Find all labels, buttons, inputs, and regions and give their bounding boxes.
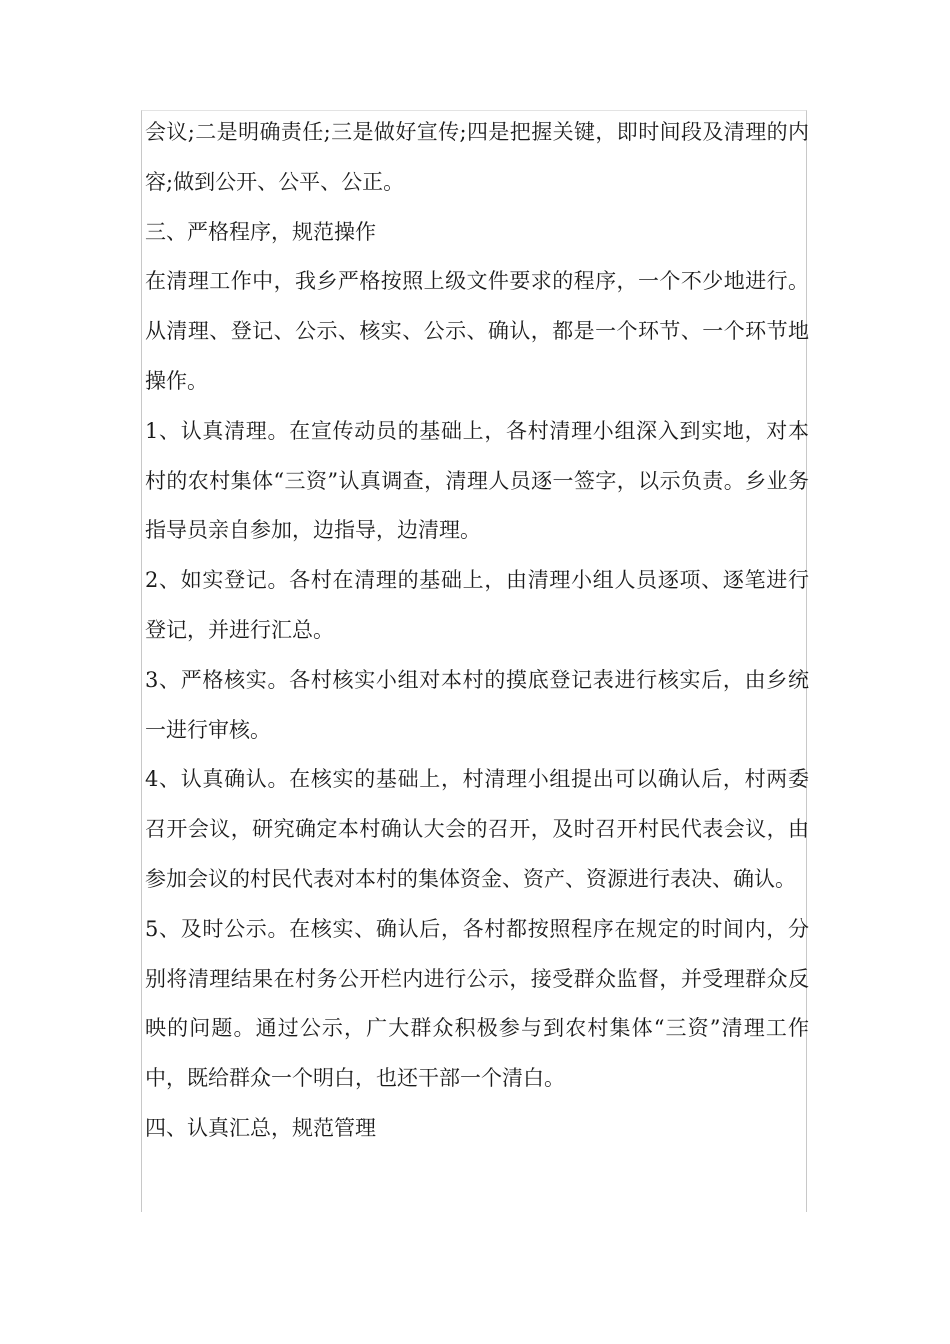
paragraph-step-3: 3、严格核实。各村核实小组对本村的摸底登记表进行核实后，由乡统一进行审核。 (145, 667, 809, 742)
paragraph-continuation: 会议;二是明确责任;三是做好宣传;四是把握关键，即时间段及清理的内容;做到公开、公平、公正。 (145, 120, 809, 194)
paragraph-step-1: 1、认真清理。在宣传动员的基础上，各村清理小组深入到实地，对本村的农村集体“三资”认真调查，清理人员逐一签字，以示负责。乡业务指导员亲自参加，边指导，边清理。 (145, 418, 809, 543)
paragraph-step-4: 4、认真确认。在核实的基础上，村清理小组提出可以确认后，村两委召开会议，研究确定本村确认大会的召开，及时召开村民代表会议，由参加会议的村民代表对本村的集体资金、资产、资源进行表决、确认。 (145, 767, 809, 891)
document-body (145, 108, 809, 1154)
section-heading-3: 三、严格程序，规范操作 (145, 219, 376, 244)
paragraph-step-5: 5、及时公示。在核实、确认后，各村都按照程序在规定的时间内，分别将清理结果在村务公开栏内进行公示，接受群众监督，并受理群众反映的问题。通过公示，广大群众积极参与到农村集体“三资”清理工作中，既给群众一个明白，也还干部一个清白。 (145, 916, 809, 1091)
section-heading-4: 四、认真汇总，规范管理 (145, 1115, 376, 1140)
paragraph-procedure: 在清理工作中，我乡严格按照上级文件要求的程序，一个不少地进行。从清理、登记、公示、核实、公示、确认，都是一个环节、一个环节地操作。 (145, 269, 809, 393)
paragraph-step-2: 2、如实登记。各村在清理的基础上，由清理小组人员逐项、逐笔进行登记，并进行汇总。 (145, 568, 809, 642)
